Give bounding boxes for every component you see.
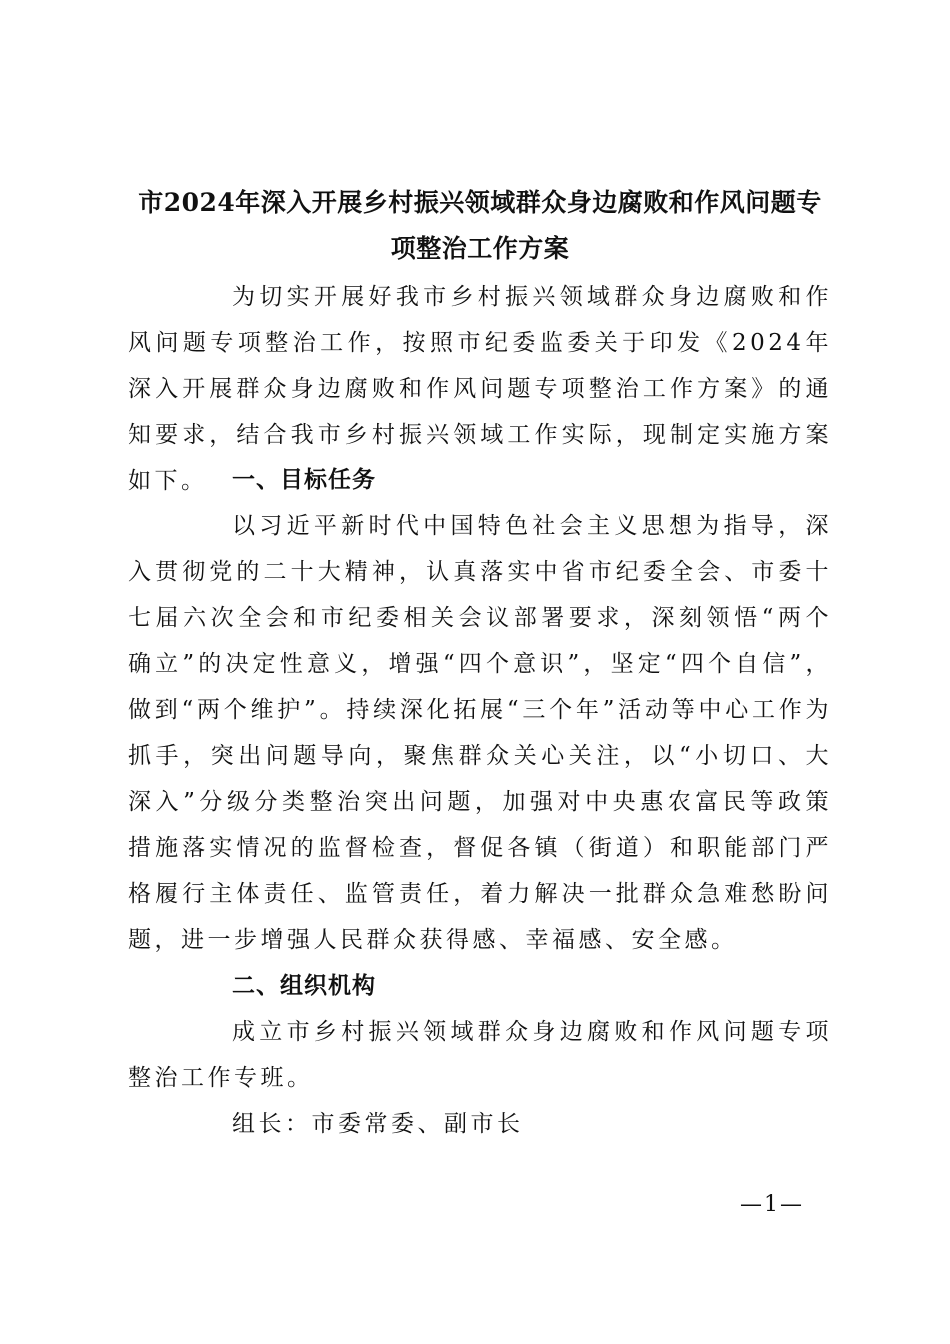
- section-heading-goals: 一、目标任务: [232, 467, 376, 493]
- intro-paragraph: 为切实开展好我市乡村振兴领域群众身边腐败和作风问题专项整治工作，按照市纪委监委关于印发《2024年深入开展群众身边腐败和作风问题专项整治工作方案》的通知要求，结合我市乡村振兴领域工作实际，现制定实施方案如下。: [128, 284, 832, 494]
- section-heading-organization: 二、组织机构: [232, 973, 376, 999]
- leader-line: 组长：市委常委、副市长: [232, 1111, 524, 1137]
- document-title: 市2024年深入开展乡村振兴领域群众身边腐败和作风问题专项整治工作方案: [138, 188, 822, 263]
- organization-paragraph: 成立市乡村振兴领域群众身边腐败和作风问题专项整治工作专班。: [128, 1019, 832, 1091]
- goals-paragraph: 以习近平新时代中国特色社会主义思想为指导，深入贯彻党的二十大精神，认真落实中省市纪委全会、市委十七届六次全会和市纪委相关会议部署要求，深刻领悟“两个确立”的决定性意义，增强“四个意识”，坚定“四个自信”，做到“两个维护”。持续深化拓展“三个年”活动等中心工作为抓手，突出问题导向，聚焦群众关心关注，以“小切口、大深入”分级分类整治突出问题，加强对中央惠农富民等政策措施落实情况的监督检查，督促各镇（街道）和职能部门严格履行主体责任、监管责任，着力解决一批群众急难愁盼问题，进一步增强人民群众获得感、幸福感、安全感。: [128, 513, 832, 953]
- page-number: —1—: [740, 1192, 804, 1217]
